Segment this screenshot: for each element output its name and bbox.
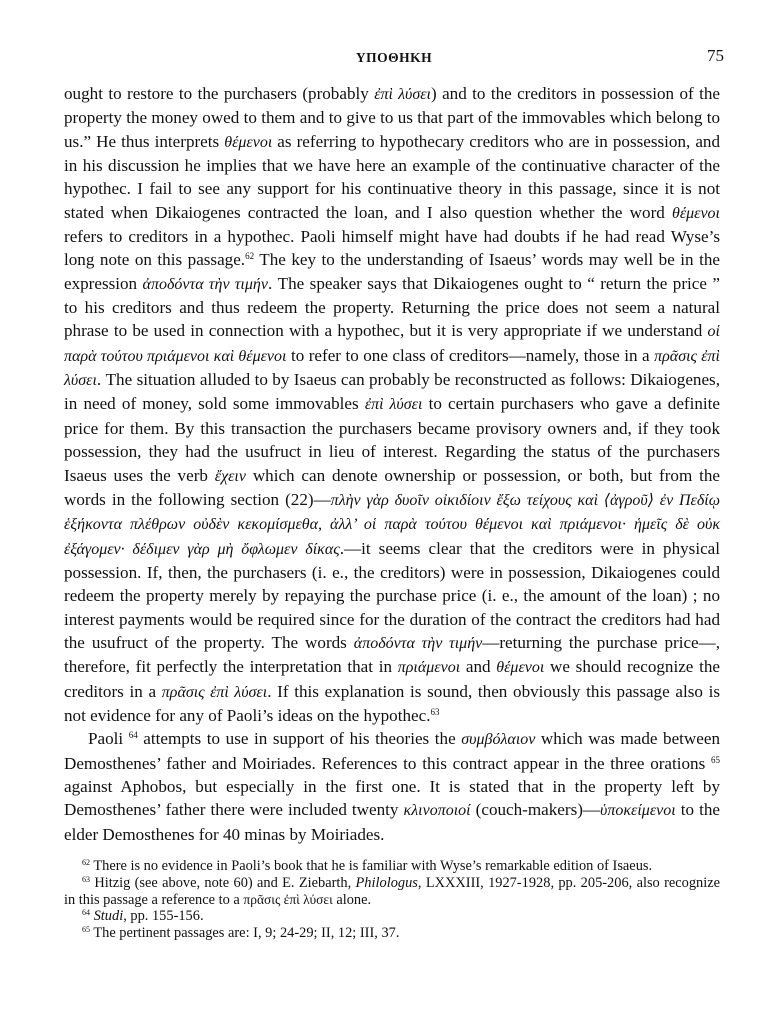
text-run: ought to restore to the purchasers (probably <box>64 84 375 103</box>
footnote-62 <box>64 858 720 875</box>
running-title: ΥΠΟΘΗΚΗ <box>355 50 433 65</box>
greek-phrase: θέμενοι <box>224 133 273 151</box>
footnote-ref-65[interactable]: 65 <box>711 754 720 765</box>
greek-phrase: ἐπὶ λύσει <box>374 86 431 103</box>
book-title: Studi <box>93 908 124 925</box>
page-header <box>64 46 724 70</box>
footnote-ref-62[interactable]: 62 <box>245 251 255 262</box>
footnotes <box>64 858 720 942</box>
text-run: against Aphobos, but especially in the first one. It is stated that in the property left by Demosthenes’ father there were included twenty <box>64 776 720 820</box>
footnote-text: Hitzig (see above, note 60) and E. Ziebarth, <box>90 874 356 891</box>
greek-phrase: ἐπὶ λύσει <box>364 396 423 414</box>
greek-phrase: πρᾶσις ἐπὶ λύσει <box>243 891 333 907</box>
greek-phrase: ὑποκείμενοι <box>600 802 676 820</box>
footnote-text: The pertinent passages are: I, 9; 24-29; II, 12; III, 37. <box>90 925 400 942</box>
text-run: —returning the purchase price—, therefore, fit perfectly the interpretation that in <box>64 632 720 677</box>
greek-phrase: πριάμενοι <box>397 659 461 677</box>
text-run: which can denote ownership or possession, or both, but from the words in the following section (22)— <box>64 465 720 509</box>
text-run: . If this explanation is sound, then obviously this passage also is not evidence for any of Paoli’s ideas on the hypothec. <box>64 681 720 725</box>
text-run: ) and to the creditors in possession of the property the money owed to them and to give to us that part of the immovables which belong to us.” He thus interprets <box>64 84 720 151</box>
greek-phrase: οἱ παρὰ τούτου πριάμενοι καὶ θέμενοι <box>64 323 720 365</box>
greek-quotation: πλὴν γὰρ δυοῖν οἰκιδίοιν ἔξω τείχους καὶ ⟨ἀγροῦ⟩ ἐν Πεδίῳ ἑξήκοντα πλέθρων οὐδὲν κεκομίσμεθα, ἀλλ’ οἱ παρὰ τούτου θέμενοι καὶ πριάμενοι· ἡμεῖς δὲ οὐκ ἐξάγομεν· δέδιμεν γὰρ μὴ ὄφλωμεν δίκας <box>64 491 720 558</box>
greek-phrase: κλινοποιοί <box>403 802 471 820</box>
footnote-text: There is no evidence in Paoli’s book that he is familiar with Wyse’s remarkable edition of Isaeus. <box>90 858 653 874</box>
text-run: . The speaker says that Dikaiogenes ought to “ return the price ” to his creditors and thus redeem the property. Returning the price does not seem a natural phrase to be used in connection with a hypothec, but it is very appropriate if we understand <box>64 273 720 341</box>
text-run: to certain purchasers who gave a definite price for them. By this transaction the purchasers became provisory owners and, if they took possession, they had the usufruct in lieu of interest. Regarding the status of the purchasers Isaeus uses the verb <box>64 394 720 485</box>
greek-phrase: θέμενοι <box>496 659 545 677</box>
text-run: The key to the understanding of Isaeus’ words may well be in the expression <box>64 250 720 293</box>
footnote-65 <box>64 925 720 942</box>
footnote-number: 63 <box>82 874 90 884</box>
footnote-ref-64[interactable]: 64 <box>128 730 138 741</box>
footnote-text: , LXXXIII, 1927-1928, pp. 205-206, also recognize in this passage a reference to a <box>64 874 720 908</box>
paragraph-1 <box>64 82 720 727</box>
text-run: attempts to use in support of his theories the <box>137 729 462 749</box>
footnote-number: 64 <box>82 908 90 918</box>
greek-phrase: πρᾶσις ἐπὶ λύσει <box>64 347 721 390</box>
text-run: (couch-makers)— <box>470 800 601 820</box>
text-run: as referring to hypothecary creditors who are in possession, and in his discussion he implies that we have here an example of the continuative character of the hypothec. I fail to see any support for his continuative theory in this passage, since it is not stated when Dikaiogenes contracted the loan, and I also question whether the word <box>64 131 720 222</box>
text-run: refers to creditors in a hypothec. Paoli himself might have had doubts if he had read Wyse’s long note on this passage. <box>64 227 720 270</box>
greek-phrase: πρᾶσις ἐπὶ λύσει <box>161 683 268 701</box>
footnote-number: 62 <box>82 858 90 867</box>
greek-phrase: ἔχειν <box>214 467 246 485</box>
text-run: which was made between Demosthenes’ father and Moiriades. References to this contract appear in the three orations <box>64 729 720 773</box>
text-run: Paoli <box>88 729 129 749</box>
footnote-63 <box>64 875 720 909</box>
footnote-text: , pp. 155-156. <box>123 908 204 925</box>
page-number: 75 <box>707 46 724 65</box>
text-run: to refer to one class of creditors—namely, those in a <box>286 345 655 365</box>
footnote-ref-63[interactable]: 63 <box>430 706 440 717</box>
text-run: to the elder Demosthenes for 40 minas by Moiriades. <box>64 800 720 844</box>
journal-title: Philologus <box>355 874 418 891</box>
text-run: and <box>460 657 497 677</box>
paragraph-2 <box>64 727 720 846</box>
text-run: we should recognize the creditors in a <box>64 657 720 701</box>
footnote-text: alone. <box>332 891 372 908</box>
text-run: . The situation alluded to by Isaeus can probably be reconstructed as follows: Dikaiogenes, in need of money, sold some immovables <box>64 370 720 414</box>
main-text <box>64 82 720 846</box>
greek-phrase: ἀποδόντα τὴν τιμήν <box>353 634 483 652</box>
footnote-number: 65 <box>82 925 90 935</box>
footnote-64 <box>64 908 720 925</box>
text-run: .—it seems clear that the creditors were in physical possession. If, then, the purchasers (i. e., the creditors) were in possession, Dikaiogenes could redeem the property merely by repaying the purchase price (i. e., the amount of the loan) ; no interest payments would be required since for the duration of the contract the creditors had had the usufruct of the property. The words <box>64 538 721 652</box>
greek-phrase: συμβόλαιον <box>461 731 536 749</box>
greek-phrase: θέμενοι <box>671 204 720 222</box>
greek-phrase: ἀποδόντα τὴν τιμήν <box>142 275 268 293</box>
